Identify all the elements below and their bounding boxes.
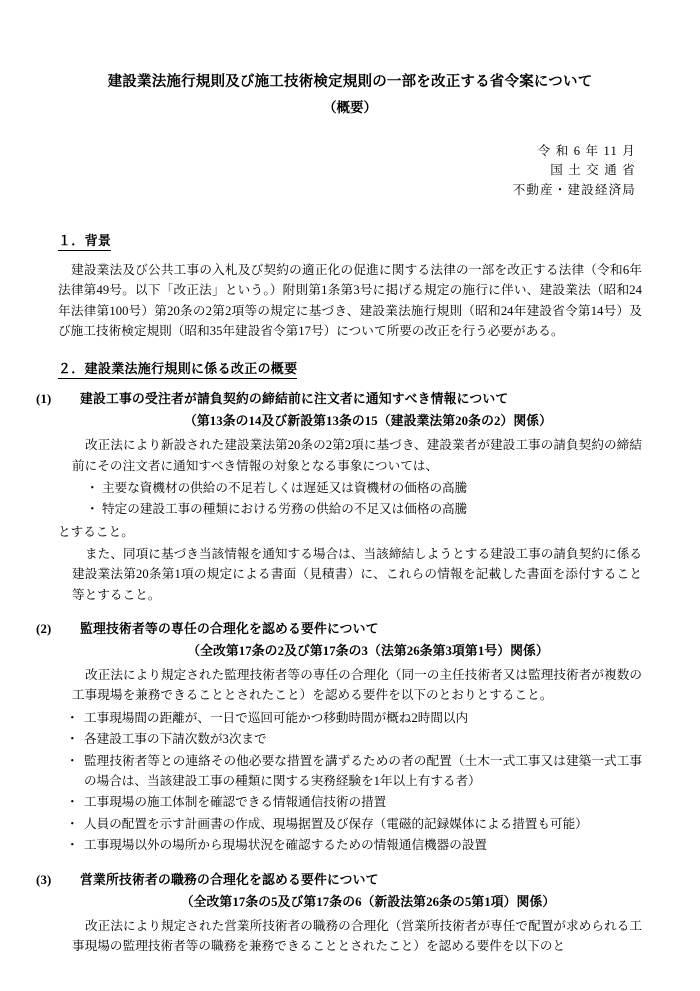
item-1-after-bullets: とすること。: [58, 524, 134, 539]
item-1-tail: また、同項に基づき当該情報を通知する場合は、当該締結しようとする建設工事の請負契約に係る建設業法第20条第1項の規定による書面（見積書）に、これらの情報を記載した書面を添付すること等とすること。: [72, 546, 642, 602]
list-item: ・ 人員の配置を示す計画書の作成、現場据置及び保存（電磁的記録媒体による措置も可能）: [66, 814, 642, 834]
item-1-lead: 改正法により新設された建設業法第20条の2第2項に基づき、建設業者が建設工事の請負契約の締結前にその注文者に通知すべき情報の対象となる事象については、: [72, 438, 642, 473]
list-item: ・ 工事現場の施工体制を確認できる情報通信技術の措置: [66, 792, 642, 812]
item-1-bullet-list: [58, 478, 642, 519]
item-3-title: [36, 869, 642, 888]
list-item: ・ 工事現場間の距離が、一日で巡回可能かつ移動時間が概ね2時間以内: [66, 708, 642, 728]
issuer-ministry: 国 土 交 通 省: [550, 163, 636, 178]
list-item: ・ 特定の建設工事の種類における労務の供給の不足又は価格の高騰: [86, 499, 642, 519]
page-subtitle: （概要）: [323, 99, 377, 115]
issue-date: 令 和 6 年 11 月: [537, 143, 636, 158]
section-outline: [36, 358, 642, 956]
item-3-reference: （全改第17条の5及び第17条の6（新設法第26条の5第1項）関係）: [180, 894, 556, 909]
section-heading-outline: ２．建設業法施行規則に係る改正の概要: [58, 358, 297, 379]
item-1-title: [36, 388, 642, 407]
issuer-bureau: 不動産・建設経済局: [512, 182, 636, 197]
background-paragraph: 建設業法及び公共工事の入札及び契約の適正化の促進に関する法律の一部を改正する法律（令和6年法律第49号。以下「改正法」という。）附則第1条第3号に掲げる規定の施行に伴い、建設業法（昭和24年法律第100号）第20条の2第2項等の規定に基づき、建設業法施行規則（昭和24年建設省令第14号）及び施工技術検定規則（昭和35年建設省令第17号）について所要の改正を行う必要がある。: [58, 262, 642, 339]
item-1-title-text: 建設工事の受注者が請負契約の締結前に注文者に通知すべき情報について: [80, 392, 509, 407]
list-item: ・ 工事現場以外の場所から現場状況を確認するための情報通信機器の設置: [66, 835, 642, 855]
section-heading-background: １．背景: [58, 230, 111, 251]
section-background: [58, 230, 642, 342]
list-item: ・ 主要な資機材の供給の不足若しくは遅延又は資機材の価格の高騰: [86, 478, 642, 498]
issuer-block: [58, 142, 636, 200]
outline-item-1: [36, 388, 642, 605]
outline-item-2: [36, 618, 642, 856]
item-1-reference: （第13条の14及び新設第13条の15（建設業法第20条の2）関係）: [183, 414, 553, 429]
page-title: 建設業法施行規則及び施工技術検定規則の一部を改正する省令案について: [107, 74, 593, 90]
item-3-lead: 改正法により規定された営業所技術者の職務の合理化（営業所技術者が専任で配置が求められる工事現場の監理技術者等の職務を兼務できることとされたこと）を認める要件を以下のと: [72, 918, 642, 953]
item-2-bullet-list: [58, 708, 642, 856]
list-item: ・ 監理技術者等との連絡その他必要な措置を講ずるための者の配置（土木一式工事又は建築一式工事の場合は、当該建設工事の種類に関する実務経験を1年以上有する者）: [66, 751, 642, 792]
item-2-title: [36, 618, 642, 637]
item-3-number: (3): [36, 872, 52, 887]
list-item: ・ 各建設工事の下請次数が3次まで: [66, 729, 642, 749]
item-2-number: (2): [36, 622, 52, 637]
item-3-title-text: 営業所技術者の職務の合理化を認める要件について: [80, 872, 379, 887]
item-2-lead: 改正法により規定された監理技術者等の専任の合理化（同一の主任技術者又は監理技術者が複数の工事現場を兼務できることとされたこと）を認める要件を以下のとおりとすること。: [72, 668, 642, 703]
outline-item-3: [36, 869, 642, 957]
item-2-reference: （全改第17条の2及び第17条の3（法第26条第3項第1号）関係）: [187, 644, 549, 659]
item-2-title-text: 監理技術者等の専任の合理化を認める要件について: [80, 622, 379, 637]
item-1-number: (1): [36, 392, 52, 407]
